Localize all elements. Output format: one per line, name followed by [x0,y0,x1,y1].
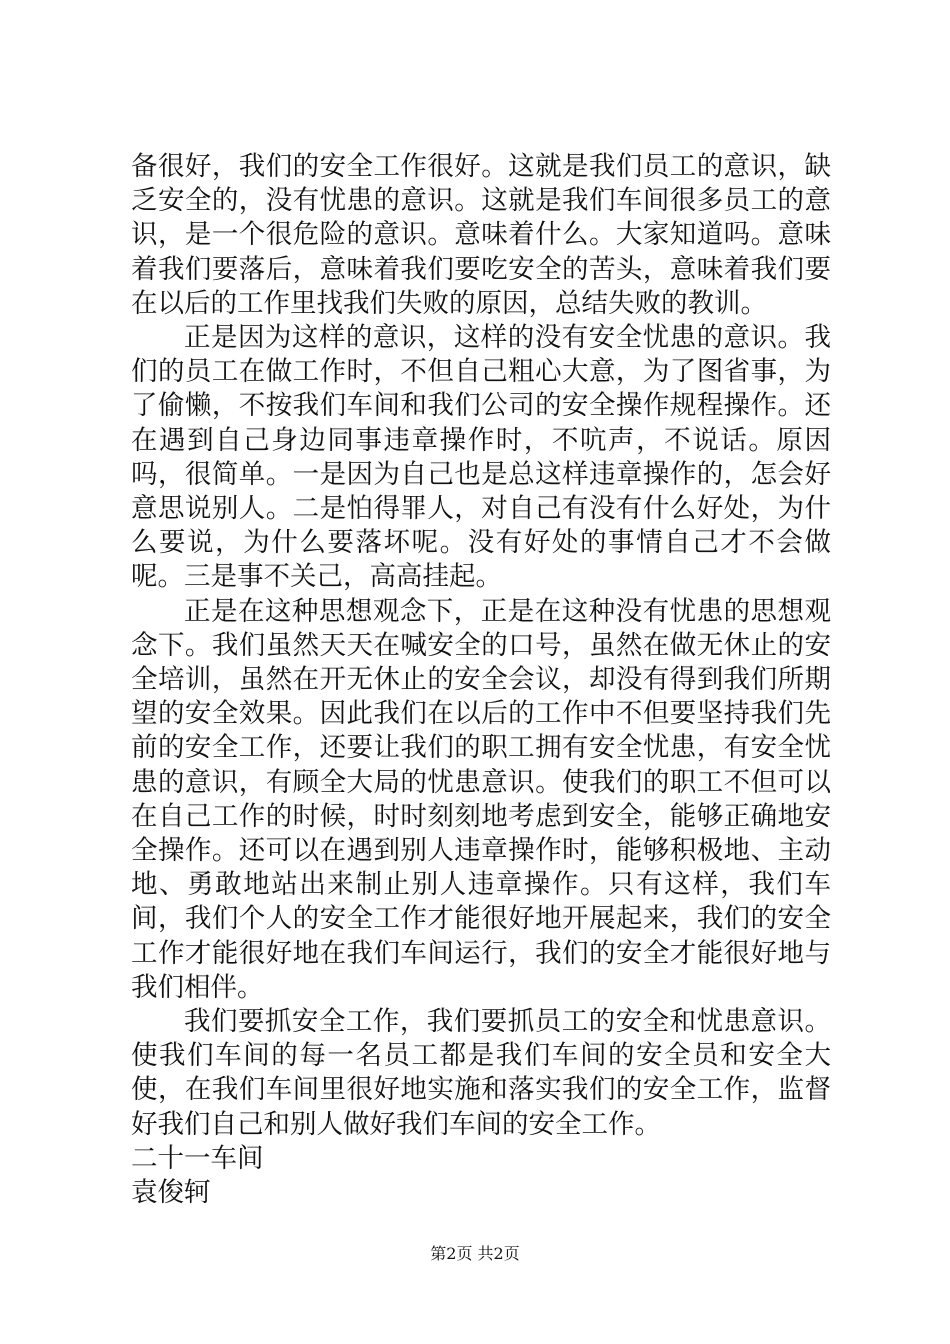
signature-author: 袁俊轲 [131,1177,211,1209]
paragraph-continued: 备很好，我们的安全工作很好。这就是我们员工的意识，缺乏安全的，没有忧患的意识。这就是我们车间很多员工的意识，是一个很危险的意识。意味着什么。大家知道吗。意味着我们要落后，意味着我们要吃安全的苦头，意味着我们要在以后的工作里找我们失败的原因，总结失败的教训。 [131,151,831,319]
paragraph: 正是因为这样的意识，这样的没有安全忧患的意识。我们的员工在做工作时，不但自己粗心大意，为了图省事，为了偷懒，不按我们车间和我们公司的安全操作规程操作。还在遇到自己身边同事违章操作时，不吭声，不说话。原因吗，很简单。一是因为自己也是总这样违章操作的，怎会好意思说别人。二是怕得罪人，对自己有没有什么好处，为什么要说，为什么要落坏呢。没有好处的事情自己才不会做呢。三是事不关己，高高挂起。 [131,322,831,593]
signature-department: 二十一车间 [131,1142,264,1174]
paragraph: 我们要抓安全工作，我们要抓员工的安全和忧患意识。使我们车间的每一名员工都是我们车间的安全员和安全大使，在我们车间里很好地实施和落实我们的安全工作，监督好我们自己和别人做好我们车间的安全工作。 [131,1006,831,1140]
paragraph: 正是在这种思想观念下，正是在这种没有忧患的思想观念下。我们虽然天天在喊安全的口号，虽然在做无休止的安全培训，虽然在开无休止的安全会议，却没有得到我们所期望的安全效果。因此我们在以后的工作中不但要坚持我们先前的安全工作，还要让我们的职工拥有安全忧患，有安全忧患的意识，有顾全大局的忧患意识。使我们的职工不但可以在自己工作的时候，时时刻刻地考虑到安全，能够正确地安全操作。还可以在遇到别人违章操作时，能够积极地、主动地、勇敢地站出来制止别人违章操作。只有这样，我们车间，我们个人的安全工作才能很好地开展起来，我们的安全工作才能很好地在我们车间运行，我们的安全才能很好地与我们相伴。 [131,595,831,1003]
document-body [131,150,831,1210]
page-number: 第2页 共2页 [430,1244,520,1263]
